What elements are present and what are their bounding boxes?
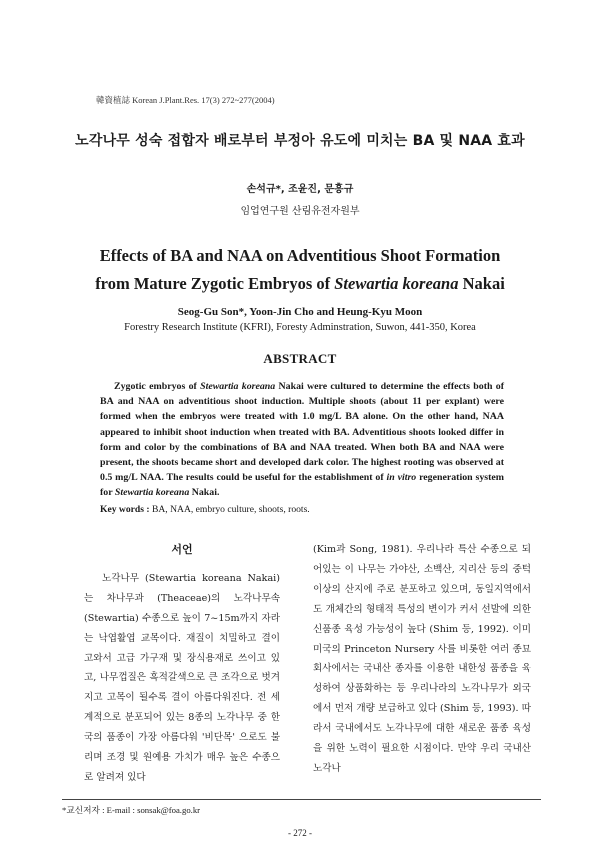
footnote-divider [62, 799, 541, 800]
abstract-italic: in vitro [386, 472, 417, 484]
page-number: - 272 - [288, 828, 312, 838]
footnote: *교신저자 : E-mail : sonsak@foa.go.kr [62, 805, 201, 815]
abstract-species: Stewartia koreana [200, 381, 276, 392]
english-title-suffix: Nakai [458, 274, 505, 293]
intro-right-text: (Kim과 Song, 1981). 우리나라 특산 수종으로 되어있는 이 나무는 가야산, 소백산, 지리산 등의 중턱 이상의 산지에 주로 분포하고 있으며, 동일지역에서도 개체간의 형태적 특성의 변이가 커서 선발에 의한 신품종 육성 가능성이 높다 (Shim 등, 1992). 이미 미국의 Princeton Nursery 사를 비롯한 여러 종묘회사에서는 국내산 종자를 이용한 내한성 품종을 육성하여 상품화하는 등 우리나라의 노각나무가 외국에서 먼저 개량 보급하고 있다 (Shim 등, 1993). 따라서 국내에서도 노각나무에 대한 새로운 품종 육성을 위한 노력이 필요한 시점이다. 만약 우리 국내산 노각나 [313, 544, 531, 774]
abstract-body [100, 379, 504, 501]
abstract-text: Nakai were cultured to determine the effects both of BA and NAA on adventitious shoot induction. Multiple shoots (about 11 per explant) were formed when the embryos were treated with 1.0 mg/L BA alone. On the other hand, NAA appeared to inhibit shoot induction when treated with BA. Adventitious shoots looked differ in form and color by the combinations of BA and NAA treated. When both BA and NAA were present, the shoots became short and developed dark color. The highest rooting was observed at 0.5 mg/L NAA. The results could be useful for the establishment of [100, 381, 504, 484]
journal-citation: 韓資植誌 Korean J.Plant.Res. 17(3) 272~277(2004) [96, 95, 275, 105]
intro-heading: 서언 [171, 543, 193, 556]
abstract-text: Nakai. [189, 487, 220, 499]
intro-right-column [313, 540, 531, 779]
english-title-line1: Effects of BA and NAA on Adventitious Shoot Formation [99, 246, 501, 265]
english-affiliation: Forestry Research Institute (KFRI), Foresty Adminstration, Suwon, 441-350, Korea [124, 322, 476, 333]
korean-title: 노각나무 성숙 접합자 배로부터 부정아 유도에 미치는 BA 및 NAA 효과 [75, 133, 525, 149]
abstract-species: Stewartia koreana [114, 487, 190, 499]
keywords [100, 504, 310, 515]
korean-authors: 손석규*, 조윤진, 문흥규 [246, 184, 354, 195]
intro-left-column [84, 540, 280, 788]
keywords-text: BA, NAA, embryo culture, shoots, roots. [149, 504, 310, 515]
abstract-text: Zygotic embryos of [114, 381, 201, 392]
intro-left-text: 노각나무 (Stewartia koreana Nakai)는 차나무과 (Theaceae)의 노각나무속 (Stewartia) 수종으로 높이 7~15m까지 자라는 낙엽활엽 교목이다. 재질이 치밀하고 결이 고와서 고급 가구재 및 장식용재로 쓰이고 있고, 나무껍질은 흑적갈색으로 큰 조각으로 벗겨지고 고목이 될수록 결이 아름다워진다. 전 세계적으로 분포되어 있는 8종의 노각나무 중 한국의 품종이 가장 아름다워 '비단목' 으로도 불리며 조경 및 원예용 가치가 매우 높은 수종으로 알려져 있다 [84, 572, 280, 783]
abstract-heading: ABSTRACT [263, 351, 337, 366]
abstract-text: regeneration system for [100, 472, 505, 499]
korean-affiliation: 임업연구원 산림유전자원부 [240, 206, 360, 217]
english-authors: Seog-Gu Son*, Yoon-Jin Cho and Heung-Kyu Moon [177, 306, 423, 318]
english-title-line2: from Mature Zygotic Embryos of [95, 274, 335, 293]
keywords-label: Key words : [100, 504, 150, 515]
english-title [60, 242, 540, 298]
english-title-species: Stewartia koreana [334, 274, 459, 293]
